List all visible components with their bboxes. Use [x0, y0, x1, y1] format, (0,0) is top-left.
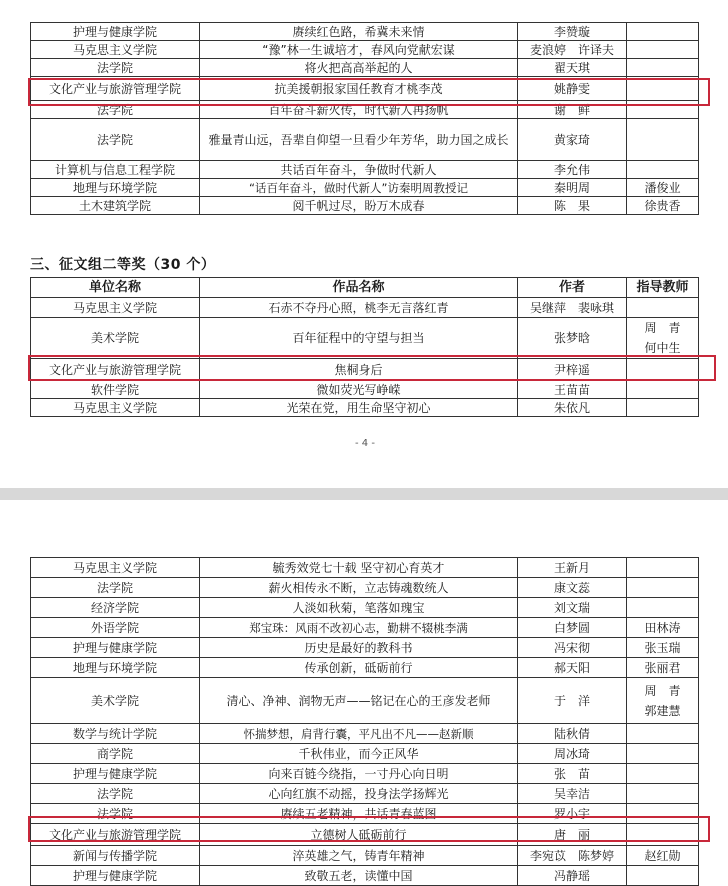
- table-row: [31, 598, 699, 618]
- work-title-cell: 怀揣梦想，肩背行囊，平凡出不凡——赵新顺: [200, 724, 518, 744]
- author-cell: 陈 果: [518, 197, 627, 215]
- author-cell: 黄家琦: [518, 119, 627, 161]
- work-title-cell: 千秋伟业，而今正风华: [200, 744, 518, 764]
- teacher-cell: 张玉瑞: [627, 638, 699, 658]
- table-row: [31, 558, 699, 578]
- work-title-cell: 赓续五老精神，共话青春蓝图: [200, 804, 518, 824]
- author-cell: 冯静瑶: [518, 866, 627, 886]
- unit-cell: 地理与环境学院: [31, 658, 200, 678]
- table-row: [31, 866, 699, 886]
- top-award-table: [30, 22, 699, 215]
- document-page-5: [0, 500, 728, 883]
- teacher-cell: [627, 119, 699, 161]
- teacher-cell: [627, 784, 699, 804]
- unit-cell: 护理与健康学院: [31, 23, 200, 41]
- teacher-cell: [627, 804, 699, 824]
- table-row: [31, 764, 699, 784]
- author-cell: 王苗苗: [518, 381, 627, 399]
- teacher-cell: [627, 381, 699, 399]
- table-row: [31, 179, 699, 197]
- column-header-author: 作者: [518, 278, 627, 298]
- teacher-cell: [627, 764, 699, 784]
- author-cell: 秦明周: [518, 179, 627, 197]
- table-row: [31, 318, 699, 359]
- author-cell: 姚静雯: [518, 77, 627, 101]
- teacher-name: 周 青: [644, 683, 681, 698]
- teacher-cell: [627, 558, 699, 578]
- teacher-cell: [627, 59, 699, 77]
- table-row: [31, 23, 699, 41]
- author-cell: 吴幸洁: [518, 784, 627, 804]
- table-row: [31, 381, 699, 399]
- teacher-cell: [627, 318, 699, 359]
- table-row: [31, 724, 699, 744]
- unit-cell: 商学院: [31, 744, 200, 764]
- teacher-cell: [627, 101, 699, 119]
- table-row: [31, 298, 699, 318]
- unit-cell: 土木建筑学院: [31, 197, 200, 215]
- unit-cell: 新闻与传播学院: [31, 846, 200, 866]
- table-row: [31, 638, 699, 658]
- author-cell: 白梦圆: [518, 618, 627, 638]
- teacher-cell: [627, 23, 699, 41]
- unit-cell: 法学院: [31, 119, 200, 161]
- table-row: [31, 399, 699, 417]
- teacher-cell: [627, 161, 699, 179]
- author-cell: 谢 鲜: [518, 101, 627, 119]
- column-header-work: 作品名称: [200, 278, 518, 298]
- teacher-cell: [627, 359, 699, 381]
- unit-cell: 数学与统计学院: [31, 724, 200, 744]
- unit-cell: 护理与健康学院: [31, 764, 200, 784]
- author-cell: 麦浪婷 许译夫: [518, 41, 627, 59]
- second-prize-table-continued: [30, 557, 699, 886]
- unit-cell: 马克思主义学院: [31, 558, 200, 578]
- unit-cell: 文化产业与旅游管理学院: [31, 359, 200, 381]
- unit-cell: 文化产业与旅游管理学院: [31, 77, 200, 101]
- unit-cell: 法学院: [31, 101, 200, 119]
- work-title-cell: 毓秀效党七十载 坚守初心育英才: [200, 558, 518, 578]
- work-title-cell: 向来百链今绕指，一寸丹心向日明: [200, 764, 518, 784]
- work-title-cell: 将火把高高举起的人: [200, 59, 518, 77]
- author-cell: 于 洋: [518, 678, 627, 724]
- column-header-unit: 单位名称: [31, 278, 200, 298]
- teacher-cell: [627, 598, 699, 618]
- author-cell: 康文蕊: [518, 578, 627, 598]
- work-title-cell: 薪火相传永不断，立志铸魂数统人: [200, 578, 518, 598]
- teacher-cell: 田林涛: [627, 618, 699, 638]
- work-title-cell: 人淡如秋菊，笔落如瑰宝: [200, 598, 518, 618]
- teacher-cell: 张丽君: [627, 658, 699, 678]
- work-title-cell: 抗美援朝报家国任教育才桃李茂: [200, 77, 518, 101]
- work-title-cell: 百年奋斗薪火传，时代新人再扬帆: [200, 101, 518, 119]
- work-title-cell: 淬英雄之气，铸青年精神: [200, 846, 518, 866]
- table-row: [31, 197, 699, 215]
- table-row: [31, 41, 699, 59]
- page-separator: [0, 488, 728, 500]
- teacher-cell: [627, 744, 699, 764]
- author-cell: 李允伟: [518, 161, 627, 179]
- work-title-cell: 微如荧光写峥嵘: [200, 381, 518, 399]
- table-row: [31, 119, 699, 161]
- unit-cell: 文化产业与旅游管理学院: [31, 824, 200, 846]
- unit-cell: 马克思主义学院: [31, 41, 200, 59]
- teacher-cell: [627, 724, 699, 744]
- unit-cell: 护理与健康学院: [31, 866, 200, 886]
- work-title-cell: 郑宝珠：风雨不改初心志，勤耕不辍桃李满: [200, 618, 518, 638]
- author-cell: 朱依凡: [518, 399, 627, 417]
- work-title-cell: 清心、净神、润物无声——铭记在心的王彦发老师: [200, 678, 518, 724]
- table-row: [31, 804, 699, 824]
- author-cell: 陆秋倩: [518, 724, 627, 744]
- table-row: [31, 618, 699, 638]
- unit-cell: 美术学院: [31, 678, 200, 724]
- teacher-cell: [627, 41, 699, 59]
- table-row: [31, 578, 699, 598]
- table-row: [31, 744, 699, 764]
- work-title-cell: 百年征程中的守望与担当: [200, 318, 518, 359]
- work-title-cell: 立德树人砥砺前行: [200, 824, 518, 846]
- author-cell: 尹梓遥: [518, 359, 627, 381]
- work-title-cell: 致敬五老，读懂中国: [200, 866, 518, 886]
- work-title-cell: 心向红旗不动摇，投身法学扬辉光: [200, 784, 518, 804]
- table-row-highlighted: [31, 359, 699, 381]
- table-row: [31, 59, 699, 77]
- work-title-cell: “话百年奋斗，做时代新人”访秦明周教授记: [200, 179, 518, 197]
- unit-cell: 马克思主义学院: [31, 298, 200, 318]
- work-title-cell: 赓续红色路，希冀未来情: [200, 23, 518, 41]
- author-cell: 李宛苡 陈梦婷: [518, 846, 627, 866]
- table-row: [31, 846, 699, 866]
- table-row: [31, 784, 699, 804]
- author-cell: 郝天阳: [518, 658, 627, 678]
- author-cell: 翟天琪: [518, 59, 627, 77]
- unit-cell: 经济学院: [31, 598, 200, 618]
- teacher-cell: 徐贵香: [627, 197, 699, 215]
- teacher-name: 郭建慧: [644, 703, 681, 718]
- author-cell: 张梦晗: [518, 318, 627, 359]
- teacher-cell: [627, 824, 699, 846]
- unit-cell: 法学院: [31, 59, 200, 77]
- work-title-cell: 雅量青山远，吾辈自仰望一旦看少年芳华，助力国之成长: [200, 119, 518, 161]
- author-cell: 吴继萍 裴咏琪: [518, 298, 627, 318]
- table-row: [31, 678, 699, 724]
- unit-cell: 地理与环境学院: [31, 179, 200, 197]
- author-cell: 王新月: [518, 558, 627, 578]
- unit-cell: 计算机与信息工程学院: [31, 161, 200, 179]
- work-title-cell: 石赤不夺丹心照，桃李无言落红青: [200, 298, 518, 318]
- page-number: - 4 -: [355, 438, 375, 449]
- table-row: [31, 161, 699, 179]
- unit-cell: 外语学院: [31, 618, 200, 638]
- table-row-highlighted: [31, 77, 699, 101]
- unit-cell: 美术学院: [31, 318, 200, 359]
- teacher-cell: 赵红勋: [627, 846, 699, 866]
- unit-cell: 护理与健康学院: [31, 638, 200, 658]
- teacher-name: 何中生: [644, 341, 681, 355]
- teacher-cell: 潘俊业: [627, 179, 699, 197]
- teacher-cell: [627, 578, 699, 598]
- work-title-cell: 共话百年奋斗，争做时代新人: [200, 161, 518, 179]
- teacher-cell: [627, 77, 699, 101]
- author-cell: 周冰琦: [518, 744, 627, 764]
- table-row: [31, 101, 699, 119]
- author-cell: 张 苗: [518, 764, 627, 784]
- second-prize-table: [30, 277, 699, 417]
- table-row: [31, 658, 699, 678]
- work-title-cell: 历史是最好的教科书: [200, 638, 518, 658]
- teacher-cell: [627, 866, 699, 886]
- work-title-cell: “豫”林一生诚培才，春风向党献宏谋: [200, 41, 518, 59]
- unit-cell: 法学院: [31, 578, 200, 598]
- unit-cell: 法学院: [31, 804, 200, 824]
- unit-cell: 软件学院: [31, 381, 200, 399]
- table-row-highlighted: [31, 824, 699, 846]
- work-title-cell: 光荣在党，用生命坚守初心: [200, 399, 518, 417]
- teacher-cell: [627, 399, 699, 417]
- column-header-teacher: 指导教师: [627, 278, 699, 298]
- author-cell: 冯宋彻: [518, 638, 627, 658]
- teacher-name: 周 青: [644, 321, 681, 335]
- author-cell: 罗小宇: [518, 804, 627, 824]
- unit-cell: 法学院: [31, 784, 200, 804]
- work-title-cell: 焦桐身后: [200, 359, 518, 381]
- author-cell: 唐 丽: [518, 824, 627, 846]
- section-title: 三、征文组二等奖（30 个）: [30, 257, 216, 273]
- author-cell: 刘文瑞: [518, 598, 627, 618]
- teacher-cell: [627, 678, 699, 724]
- author-cell: 李赞璇: [518, 23, 627, 41]
- table-header-row: [31, 278, 699, 298]
- teacher-cell: [627, 298, 699, 318]
- work-title-cell: 阅千帆过尽，盼万木成春: [200, 197, 518, 215]
- unit-cell: 马克思主义学院: [31, 399, 200, 417]
- work-title-cell: 传承创新，砥砺前行: [200, 658, 518, 678]
